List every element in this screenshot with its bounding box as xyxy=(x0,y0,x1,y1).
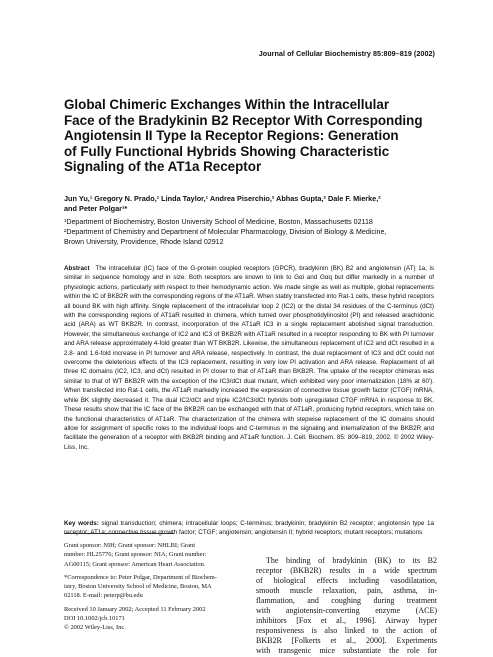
body-line: The binding of bradykinin (BK) to its B2 xyxy=(266,556,437,565)
title-line: of Fully Functional Hybrids Showing Characteristic xyxy=(64,143,390,159)
footnote-line: 02118. E-mail: peterp@bu.edu xyxy=(64,592,143,600)
affiliations xyxy=(64,218,439,248)
author-line: Jun Yu,¹ Gregory N. Prado,¹ Linda Taylor,¹ Andrea Piserchio,² Abhas Gupta,² Dale F. Mierke,² xyxy=(64,194,381,203)
affiliation-line: ¹Department of Biochemistry, Boston University School of Medicine, Boston, Massachusetts 02118 xyxy=(64,218,373,226)
footnote-doi: DOI 10.1002/jcb.10171 xyxy=(64,615,125,623)
body-line: inhibitors [Fox et al., 1996]. Airway hyper xyxy=(256,616,437,625)
footnote-grant xyxy=(64,541,240,569)
title-line: Face of the Bradykinin B2 Receptor With Corresponding xyxy=(64,112,423,128)
body-line: of biological effects including vasodilatation, xyxy=(256,576,437,585)
footnote-line: AG00115; Grant sponsor: American Heart Association. xyxy=(64,560,206,568)
journal-header: Journal of Cellular Biochemistry 85:809–819 (2002) xyxy=(258,49,435,58)
keywords-label: Key words: xyxy=(64,520,99,527)
footnote-line: Grant sponsor: NIH; Grant sponsor: NHLBI; Grant xyxy=(64,542,195,549)
footnote-received: Received 10 January 2002; Accepted 11 February 2002 xyxy=(64,605,206,613)
abstract-label: Abstract xyxy=(64,265,90,272)
body-line: responsiveness is also linked to the action of xyxy=(256,626,437,635)
title-line: Angiotensin II Type Ia Receptor Regions: Generation xyxy=(64,128,399,144)
footnote-line: *Correspondence to: Peter Polgar, Department of Biochem- xyxy=(64,573,217,581)
body-line: flammation, and coughing during treatment xyxy=(256,596,437,605)
body-line: BKB2R [Folkerts et al., 2000]. Experiments xyxy=(256,636,437,645)
footnote-copyright: © 2002 Wiley-Liss, Inc. xyxy=(64,624,126,632)
abstract xyxy=(64,264,434,452)
body-line: receptor (BKB2R) results in a wide spectrum xyxy=(256,566,437,575)
affiliation-line: Brown University, Providence, Rhode Island 02912 xyxy=(64,237,224,246)
keywords xyxy=(64,519,434,538)
footnote-rule xyxy=(64,533,174,534)
abstract-text: The intracellular (IC) face of the G-protein coupled receptors (GPCR), bradykinin (BK) B2 and angiotensin (AT) 1a, is similar in sequence homology and in size. Both receptors are known to link to Gαi and Gαq but differ markedly in a number of physiologic actions, particularly with respect to their hemodynamic action. We made single as well as multiple, global replacements within the IC of BKB2R with the corresponding regions of the AT1aR. When stably transfected into Rat-1 cells, these hybrid receptors all bound BK with high affinity. Single replacement of the intracellular loop 2 (IC2) or the distal 34 residues of the C-terminus (dCt) with the corresponding regions of AT1aR resulted in chimera, which turned over phosphotidylinositol (PI) and released arachidonic acid (ARA) as WT BKB2R. In contrast, incorporation of the AT1aR IC3 in a single replacement abolished signal transduction. However, the simultaneous exchange of IC2 and IC3 of BKB2R with AT1aR resulted in a receptor responding to BK with PI turnover and ARA release approximately 4-fold greater than WT BKB2R. Likewise, the simultaneous replacement of IC2 and dCt resulted in a 2.8- and 1.6-fold increase in PI turnover and ARA release, respectively. In contrast, the dual replacement of IC3 and dCt could not overcome the deleterious effects of the IC3 replacement, resulting in very low PI activation and ARA release. Replacement of all three IC domains (IC2, IC3, and dCt) resulted in PI closer to that of AT1aR than BKB2R. The uptake of the receptor chimeras was similar to that of WT BKB2R with the exception of the IC3/dCt dual mutant, which exhibited very poor internalization (18% at 60′). When transfected into Rat-1 cells, the AT1aR markedly increased the expression of connective tissue growth factor (CTGF) mRNA, while BK slightly decreased it. The dual IC2/dCt and triple IC2/IC3/dCt hybrids both upregulated CTGF mRNA in response to BK. These results show that the IC face of the BKB2R can be exchanged with that of AT1aR, producing hybrid receptors, which take on the functional characteristics of AT1aR. The characterization of the chimera with stepwise replacement of the IC domains should allow for assignment of specific roles to the individual loops and C-terminus in the signaling and internalization of the BKB2R and facilitate the generation of a receptor with BKB2R binding and AT1aR function. J. Cell. Biochem. 85: 809–819, 2002. © 2002 Wiley-Liss, Inc. xyxy=(64,265,434,451)
body-line: smooth muscle relaxation, pain, asthma, in- xyxy=(256,586,437,595)
footnotes xyxy=(64,541,240,633)
body-line: with angiotensin-converting enzyme (ACE) xyxy=(256,606,437,615)
footnote-line: number: HL25776; Grant sponsor: NIA; Grant number: xyxy=(64,551,207,559)
author-line: and Peter Polgar¹* xyxy=(64,204,128,214)
title-line: Signaling of the AT1a Receptor xyxy=(64,159,262,175)
footnote-correspondence xyxy=(64,573,240,601)
title-line: Global Chimeric Exchanges Within the Intracellular xyxy=(64,97,390,112)
author-list xyxy=(64,194,439,215)
footnote-line: istry, Boston University School of Medicine, Boston, MA xyxy=(64,583,212,591)
affiliation-line: ²Department of Chemistry and Department of Molecular Pharmacology, Division of Biology & Medicine, xyxy=(64,227,387,236)
keywords-text: signal transduction; chimera; intracellular loops; C-terminus; bradykinin; bradykinin B2 receptor; angiotensin type 1a receptor; AT1a; connective tissue growth factor; CTGF; angiotensin; angiotensin II; hybrid receptors; mutant receptors; mutations xyxy=(64,520,435,537)
article-title xyxy=(64,97,444,175)
body-text xyxy=(256,556,437,656)
body-line: with transgenic mice substantiate the role for xyxy=(256,646,437,655)
